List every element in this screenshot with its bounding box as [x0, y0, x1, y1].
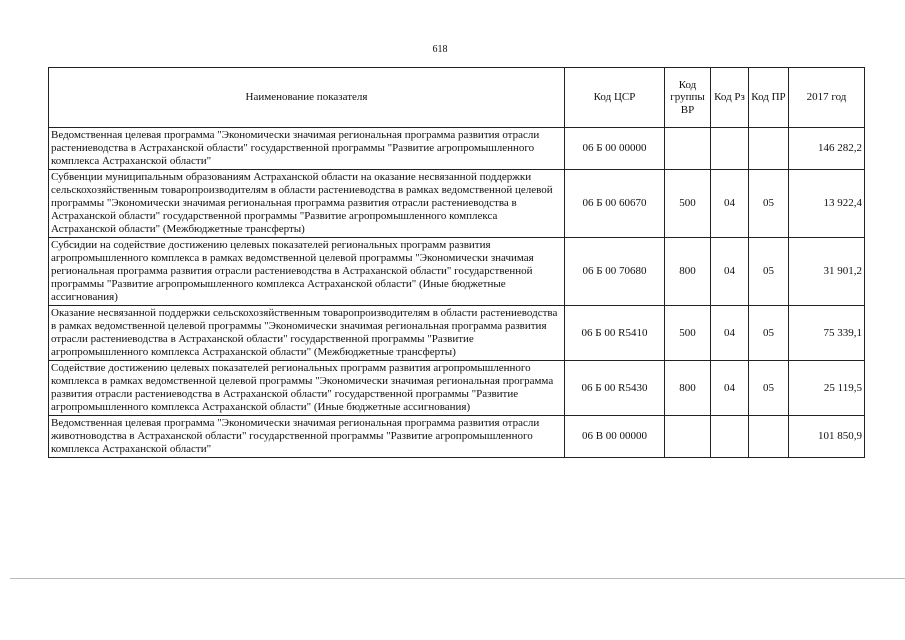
row-name: Субсидии на содействие достижению целевых показателей региональных программ развития агропромышленного комплекса в рамках ведомственной целевой программы "Экономически значимая региональная программа развития отрасли растениеводства в Астраханской области" государственной программы "Развитие агропромышленного комплекса Астраханской области" (Иные бюджетные ассигнования)	[49, 238, 565, 306]
header-rz: Код Рз	[711, 68, 749, 128]
table-row	[49, 306, 865, 361]
row-amount: 101 850,9	[789, 416, 865, 458]
row-amount: 25 119,5	[789, 361, 865, 416]
row-amount: 75 339,1	[789, 306, 865, 361]
row-name: Оказание несвязанной поддержки сельскохозяйственным товаропроизводителям в области растениеводства в рамках ведомственной целевой программы "Экономически значимая региональная программа развития отрасли растениеводства в Астраханской области" государственной программы "Развитие агропромышленного комплекса Астраханской области" (Межбюджетные трансферты)	[49, 306, 565, 361]
row-csr: 06 Б 00 70680	[565, 238, 665, 306]
table-row	[49, 361, 865, 416]
row-vr: 800	[665, 238, 711, 306]
row-name: Субвенции муниципальным образованиям Астраханской области на оказание несвязанной поддержки сельскохозяйственным товаропроизводителям в области растениеводства в рамках ведомственной целевой программы "Экономически значимая региональная программа развития отрасли растениеводства в Астраханской области" государственной программы "Развитие агропромышленного комплекса Астраханской области" (Межбюджетные трансферты)	[49, 170, 565, 238]
row-rz: 04	[711, 306, 749, 361]
header-csr: Код ЦСР	[565, 68, 665, 128]
row-pr: 05	[749, 170, 789, 238]
header-name: Наименование показателя	[49, 68, 565, 128]
row-name: Ведомственная целевая программа "Экономически значимая региональная программа развития отрасли растениеводства в Астраханской области" государственной программы "Развитие агропромышленного комплекса Астраханской области"	[49, 128, 565, 170]
header-year: 2017 год	[789, 68, 865, 128]
row-csr: 06 Б 00 R5410	[565, 306, 665, 361]
row-vr	[665, 416, 711, 458]
row-vr	[665, 128, 711, 170]
row-pr	[749, 128, 789, 170]
row-vr: 800	[665, 361, 711, 416]
header-vr: Код группы ВР	[665, 68, 711, 128]
row-amount: 31 901,2	[789, 238, 865, 306]
row-csr: 06 Б 00 R5430	[565, 361, 665, 416]
row-pr: 05	[749, 306, 789, 361]
row-rz	[711, 128, 749, 170]
row-rz: 04	[711, 170, 749, 238]
row-rz	[711, 416, 749, 458]
row-rz: 04	[711, 238, 749, 306]
table-header-row	[49, 68, 865, 128]
row-csr: 06 Б 00 60670	[565, 170, 665, 238]
row-pr	[749, 416, 789, 458]
table-row	[49, 128, 865, 170]
page-number: 618	[432, 44, 448, 55]
header-pr: Код ПР	[749, 68, 789, 128]
row-vr: 500	[665, 306, 711, 361]
row-amount: 146 282,2	[789, 128, 865, 170]
row-pr: 05	[749, 238, 789, 306]
row-vr: 500	[665, 170, 711, 238]
row-amount: 13 922,4	[789, 170, 865, 238]
footer-divider	[10, 578, 905, 579]
row-rz: 04	[711, 361, 749, 416]
row-csr: 06 Б 00 00000	[565, 128, 665, 170]
row-csr: 06 В 00 00000	[565, 416, 665, 458]
table-row	[49, 238, 865, 306]
row-pr: 05	[749, 361, 789, 416]
row-name: Содействие достижению целевых показателей региональных программ развития агропромышленного комплекса в рамках ведомственной целевой программы "Экономически значимая региональная программа развития отрасли растениеводства в Астраханской области" государственной программы "Развитие агропромышленного комплекса Астраханской области" (Иные бюджетные ассигнования)	[49, 361, 565, 416]
table-row	[49, 416, 865, 458]
table-row	[49, 170, 865, 238]
row-name: Ведомственная целевая программа "Экономически значимая региональная программа развития отрасли животноводства в Астраханской области" государственной программы "Развитие агропромышленного комплекса Астраханской области"	[49, 416, 565, 458]
budget-table	[48, 67, 865, 458]
